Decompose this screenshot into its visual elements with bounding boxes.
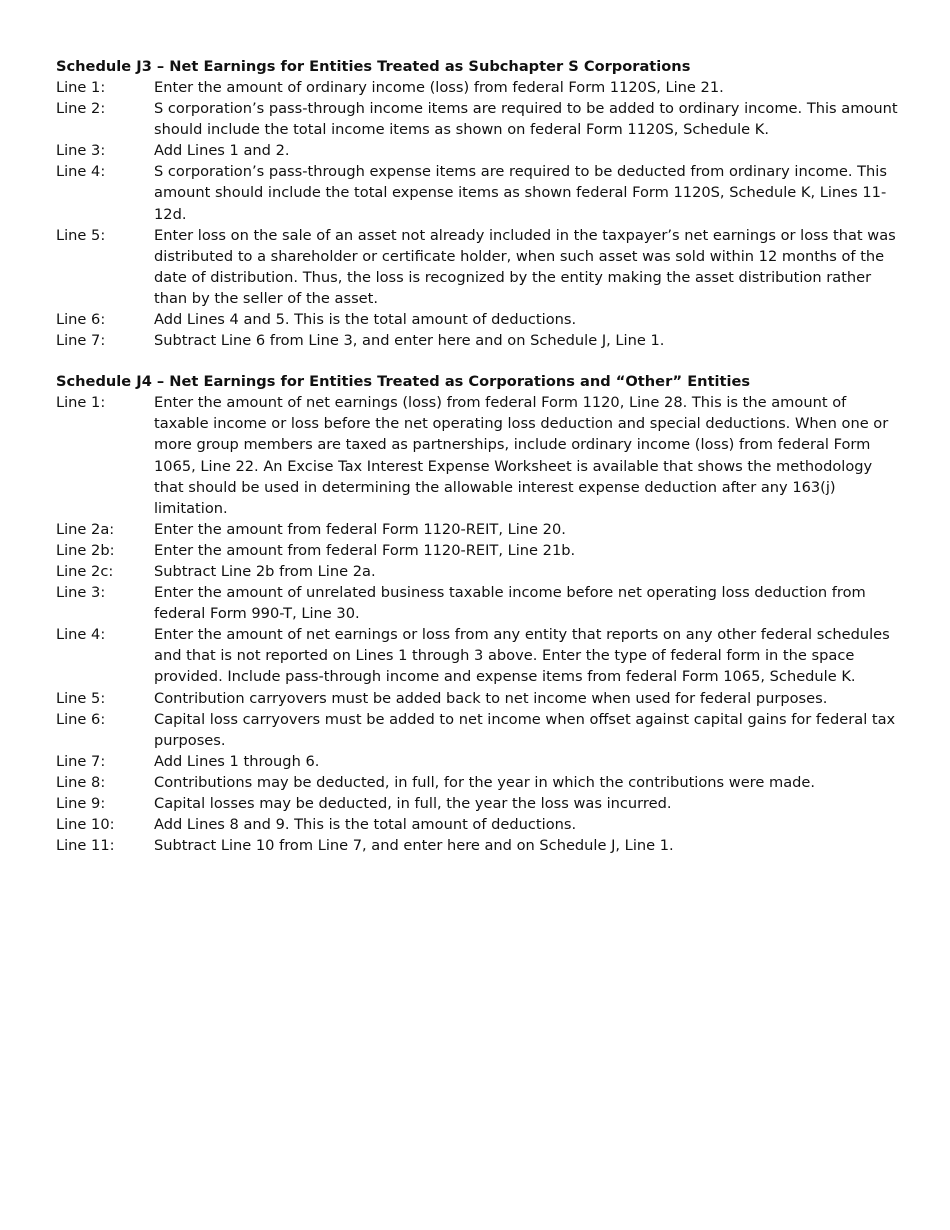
line-text: Enter loss on the sale of an asset not already included in the taxpayer’s net earnings or loss that was distributed to a shareholder or certificate holder, when such asset was sold within 12 months of the date of distribution. Thus, the loss is recognized by the entity making the asset distribution rather than by the seller of the asset. xyxy=(154,226,896,307)
line-text: Contributions may be deducted, in full, for the year in which the contributions were made. xyxy=(154,773,816,791)
schedule-j4-title: Schedule J4 – Net Earnings for Entities Treated as Corporations and “Other” Entities xyxy=(56,373,751,391)
line-label: Line 1: xyxy=(56,394,106,412)
line-text: Enter the amount of net earnings (loss) from federal Form 1120, Line 28. This is the amount of taxable income or loss before the net operating loss deduction and special deductions. When one or more group members are taxed as partnerships, include ordinary income (loss) from federal Form 1065, Line 22. An Excise Tax Interest Expense Worksheet is available that shows the methodology that should be used in determining the allowable interest expense deduction after any 163(j) limitation. xyxy=(154,394,889,517)
schedule-j4-line-6 xyxy=(56,709,900,751)
line-label: Line 2a: xyxy=(56,520,115,538)
line-label: Line 10: xyxy=(56,816,115,834)
schedule-j4-section xyxy=(56,371,900,856)
line-label: Line 7: xyxy=(56,332,106,350)
schedule-j4-line-3 xyxy=(56,582,900,624)
line-label: Line 3: xyxy=(56,142,106,160)
schedule-j4-line-2c xyxy=(56,561,900,582)
line-label: Line 4: xyxy=(56,626,106,644)
line-label: Line 6: xyxy=(56,710,106,728)
line-text: Enter the amount of ordinary income (loss) from federal Form 1120S, Line 21. xyxy=(154,79,724,96)
line-label: Line 7: xyxy=(56,752,106,770)
line-label: Line 2: xyxy=(56,100,106,118)
schedule-j3-line-3 xyxy=(56,140,900,161)
line-text: Capital loss carryovers must be added to net income when offset against capital gains for federal tax purposes. xyxy=(154,710,896,749)
schedule-j3-line-7 xyxy=(56,330,900,351)
line-text: Subtract Line 6 from Line 3, and enter here and on Schedule J, Line 1. xyxy=(154,332,665,350)
schedule-j3-line-2 xyxy=(56,98,900,140)
line-text: S corporation’s pass-through income items are required to be added to ordinary income. This amount should include the total income items as shown on federal Form 1120S, Schedule K. xyxy=(154,100,898,139)
line-text: Capital losses may be deducted, in full, the year the loss was incurred. xyxy=(154,795,672,812)
schedule-j4-line-9 xyxy=(56,793,900,814)
schedule-j4-line-7 xyxy=(56,751,900,772)
line-label: Line 6: xyxy=(56,311,106,329)
schedule-j4-line-8 xyxy=(56,772,900,793)
schedule-j3-line-5 xyxy=(56,225,900,309)
schedule-j4-line-11 xyxy=(56,835,900,856)
schedule-j4-line-2b xyxy=(56,540,900,561)
line-label: Line 5: xyxy=(56,689,106,707)
line-label: Line 2c: xyxy=(56,562,114,580)
schedule-j4-line-10 xyxy=(56,814,900,835)
schedule-j3-section xyxy=(56,56,900,351)
line-text: Enter the amount of net earnings or loss from any entity that reports on any other federal schedules and that is not reported on Lines 1 through 3 above. Enter the type of federal form in the space provided. Include pass-through income and expense items from federal Form 1065, Schedule K. xyxy=(154,626,890,686)
line-label: Line 8: xyxy=(56,773,106,791)
schedule-j4-line-5 xyxy=(56,688,900,709)
line-label: Line 3: xyxy=(56,584,106,602)
line-text: Add Lines 1 and 2. xyxy=(154,142,290,160)
line-label: Line 2b: xyxy=(56,541,115,559)
schedule-j4-line-2a xyxy=(56,519,900,540)
line-text: Add Lines 1 through 6. xyxy=(154,752,320,770)
line-text: Enter the amount from federal Form 1120-REIT, Line 21b. xyxy=(154,541,576,559)
schedule-j3-line-4 xyxy=(56,161,900,224)
line-text: Subtract Line 10 from Line 7, and enter here and on Schedule J, Line 1. xyxy=(154,837,674,855)
line-text: Enter the amount from federal Form 1120-REIT, Line 20. xyxy=(154,520,566,538)
line-label: Line 1: xyxy=(56,79,106,96)
line-label: Line 11: xyxy=(56,837,115,855)
schedule-j3-line-6 xyxy=(56,309,900,330)
line-text: Add Lines 8 and 9. This is the total amount of deductions. xyxy=(154,816,577,834)
line-text: Contribution carryovers must be added back to net income when used for federal purposes. xyxy=(154,689,828,707)
schedule-j4-line-4 xyxy=(56,624,900,687)
line-text: Add Lines 4 and 5. This is the total amount of deductions. xyxy=(154,311,577,329)
schedule-j4-line-1 xyxy=(56,392,900,519)
line-label: Line 9: xyxy=(56,795,106,812)
schedule-j3-line-1 xyxy=(56,77,900,98)
line-label: Line 5: xyxy=(56,226,106,244)
line-text: Enter the amount of unrelated business taxable income before net operating loss deduction from federal Form 990-T, Line 30. xyxy=(154,584,866,623)
line-text: Subtract Line 2b from Line 2a. xyxy=(154,562,376,580)
line-label: Line 4: xyxy=(56,163,106,181)
schedule-j3-title: Schedule J3 – Net Earnings for Entities Treated as Subchapter S Corporations xyxy=(56,58,691,75)
line-text: S corporation’s pass-through expense items are required to be deducted from ordinary income. This amount should include the total expense items as shown federal Form 1120S, Schedule K, Lines 11-12d. xyxy=(154,163,887,223)
